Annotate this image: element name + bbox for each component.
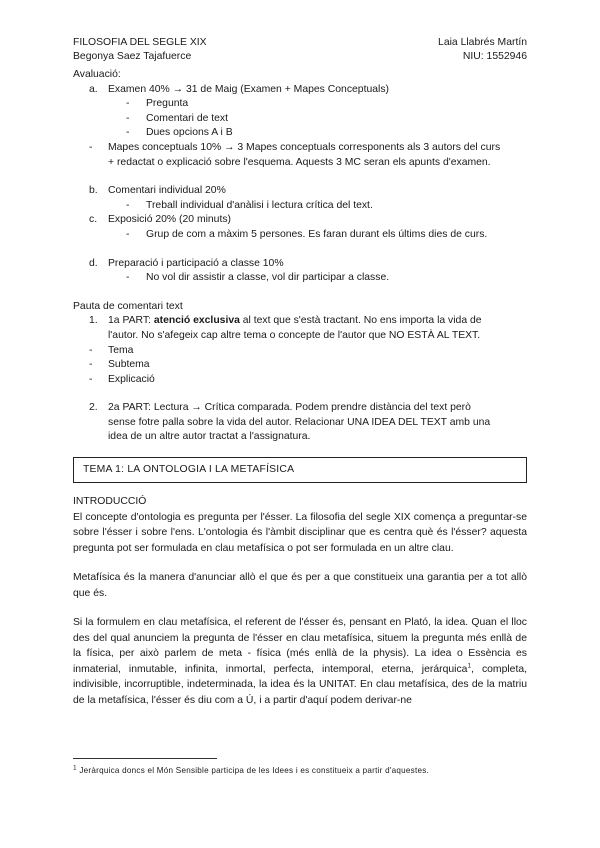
list-marker: a. [89,83,98,95]
sub-item: - Treball individual d'anàlisi i lectura crítica del text. [73,199,527,214]
student-niu: NIU: 1552946 [462,51,527,62]
list-item-c [73,213,527,228]
dash-text: Explicació [108,373,155,385]
document-page [73,36,527,708]
list-marker: d. [89,257,98,269]
sub-text: Pregunta [146,98,189,110]
mapes-line-1: Mapes conceptuals 10% → 3 Mapes conceptuals corresponents als 3 autors del curs [108,141,501,153]
list-item-a [73,83,527,98]
course-title: FILOSOFIA DEL SEGLE XIX [73,37,207,48]
dash-item: - Tema [73,344,527,359]
tema-title-box: TEMA 1: LA ONTOLOGIA I LA METAFÍSICA [73,457,527,483]
dash-text: Tema [108,344,134,356]
sub-item: - No vol dir assistir a classe, vol dir participar a classe. [73,271,527,286]
professor-name: Begonya Saez Tajafuerce [73,51,192,62]
paragraph-3-text-b: , completa, indivisible, incorruptible, indeterminada, la idea és la UNITAT. En clau metafísica, des de la matriu de la metafísica, l'ésser és diu com a Ú, i a partir d'aquí podem derivar-ne [73,663,527,706]
list-marker: 1. [89,315,98,327]
sub-item: - Comentari de text [73,112,527,127]
pauta-p1-rest: al text que s'està tractant. No ens importa la vida de [239,315,482,327]
sub-item: - Grup de com a màxim 5 persones. Es faran durant els últims dies de curs. [73,228,527,243]
sub-text: Dues opcions A i B [146,127,233,139]
paragraph-1: El concepte d'ontologia es pregunta per l'ésser. La filosofia del segle XIX comença a preguntar-se sobre l'ésser i sobre l'ens. L'ontologia és l'àmbit disciplinar que es centra què és l'ésser? aquesta pregunta pot ser formulada en clau metafísica o pot ser formulada en un altre clau. [73,511,527,554]
footnote-number: 1 [73,764,77,772]
paragraph-3 [73,615,527,708]
pauta-p1-bold: atenció exclusiva [153,315,240,327]
paragraph-2: Metafísica és la manera d'anunciar allò el que és per a que constitueix una garantia per a tot allò que és. [73,572,527,599]
sub-text: Grup de com a màxim 5 persones. Es faran durant els últims dies de curs. [146,228,488,240]
pauta-p1-line2: l'autor. No s'afegeix cap altre tema o concepte de l'autor que NO ESTÀ AL TEXT. [108,329,481,341]
sub-text: No vol dir assistir a classe, vol dir participar a classe. [146,272,390,284]
header-row-1 [73,36,527,50]
header-row-2 [73,50,527,64]
list-item-b [73,184,527,199]
pauta-item-1 [73,314,527,343]
list-text: Preparació i participació a classe 10% [108,257,284,269]
dash-text: Subtema [108,359,150,371]
mapes-line-2: + redactat o explicació sobre l'esquema. Aquests 3 MC seran els apunts d'examen. [108,156,491,168]
pauta-p2-line: sense fotre palla sobre la vida del autor. Relacionar UNA IDEA DEL TEXT amb una [108,416,491,428]
sub-text: Treball individual d'anàlisi i lectura crítica del text. [146,199,373,211]
pauta-title: Pauta de comentari text [73,300,183,312]
footnote [73,766,429,775]
list-marker: b. [89,185,98,197]
dash-item: - Subtema [73,358,527,373]
list-item-mapes: - Mapes conceptuals 10% → 3 Mapes conceptuals corresponents als 3 autors del curs + redactat o explicació sobre l'esquema. Aquests 3 MC seran els apunts d'examen. [89,141,501,168]
footnote-ref[interactable]: 1 [467,662,472,670]
paragraph-3-text-a: Si la formulem en clau metafísica, el referent de l'ésser és, pensant en Plató, la idea. Quan el lloc des del qual anunciem la pregunta de l'ésser en clau metafísica, situem la pregunta més enllà de la física, per això parlem de meta - física (més enllà de la physis). La idea o Essència es inmaterial, inmutable, infinita, inmortal, perfecta, intemporal, eterna, jerárquica [73,617,527,675]
footnote-divider [73,758,217,759]
list-marker: 2. [89,402,98,414]
avaluacio-title: Avaluació: [73,69,121,80]
list-text: Exposició 20% (20 minuts) [108,214,232,226]
list-marker: c. [89,214,98,226]
footnote-text: Jeràrquica doncs el Món Sensible participa de les Idees i es constitueix a partir d'aquestes. [76,766,429,775]
pauta-p2-line: 2a PART: Lectura → Crítica comparada. Podem prendre distància del text però [108,402,471,414]
sub-item: - Pregunta [73,97,527,112]
list-text: Comentari individual 20% [108,185,226,197]
student-name: Laia Llabrés Martín [438,37,527,48]
sub-item: - Dues opcions A i B [73,126,527,141]
pauta-p2-line: idea de un altre autor tractat a l'assignatura. [108,431,311,443]
dash-item: - Explicació [73,373,527,388]
list-text: Examen 40% → 31 de Maig (Examen + Mapes Conceptuals) [108,83,389,95]
section-title: INTRODUCCIÓ [73,496,147,508]
sub-text: Comentari de text [146,112,229,124]
list-item-d [73,257,527,272]
pauta-item-2 [73,401,527,445]
pauta-p1-lead: 1a PART: [108,315,154,327]
